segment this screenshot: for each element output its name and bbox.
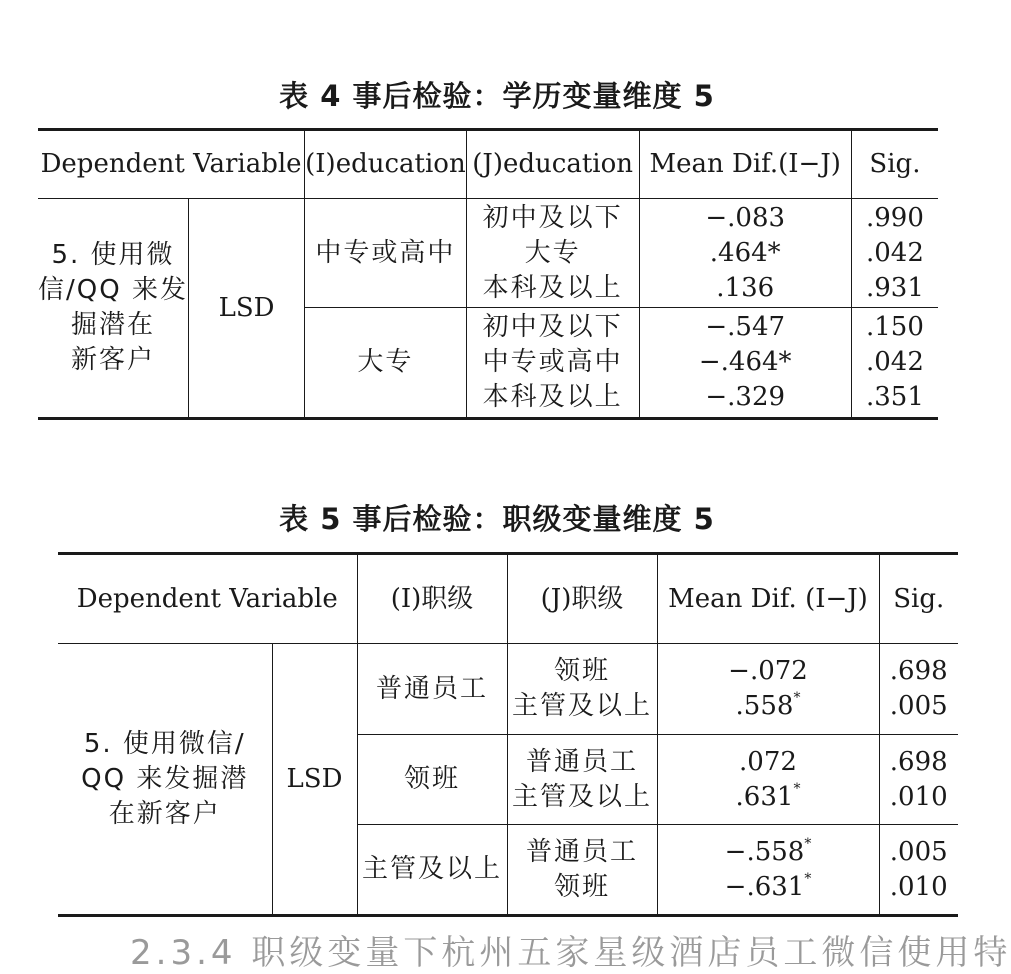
j-values-cell: 普通员工 主管及以上 [507, 735, 657, 825]
table4-header-row [38, 130, 938, 199]
sig-values-cell: .150 .042 .351 [851, 308, 938, 419]
method-cell: LSD [272, 644, 357, 916]
i-group-cell: 领班 [357, 735, 507, 825]
i-group-cell: 大专 [305, 308, 467, 419]
dependent-variable-cell: 5. 使用微 信/QQ 来发 掘潜在 新客户 [38, 240, 188, 375]
header-mean-difference: Mean Dif. (I−J) [657, 554, 879, 644]
method-cell: LSD [188, 199, 304, 419]
table-row [38, 199, 938, 308]
i-group-cell: 中专或高中 [305, 199, 467, 308]
mean-values-cell: .072 .631* [657, 735, 879, 825]
next-section-heading-cutoff: 2.3.4 职级变量下杭州五家星级酒店员工微信使用特 [130, 933, 1011, 973]
header-j-education: (J)education [466, 130, 639, 199]
mean-values-cell: −.083 .464* .136 [639, 199, 851, 308]
table4-title: 表 4 事后检验：学历变量维度 5 [279, 79, 715, 113]
table4 [38, 128, 938, 420]
sig-values-cell: .698 .005 [879, 644, 958, 735]
header-sig: Sig. [851, 130, 938, 199]
j-values-cell: 初中及以下 大专 本科及以上 [466, 199, 639, 308]
header-i-education: (I)education [305, 130, 467, 199]
j-values-cell: 领班 主管及以上 [507, 644, 657, 735]
sig-values-cell: .990 .042 .931 [851, 199, 938, 308]
header-i-rank: (I)职级 [357, 554, 507, 644]
j-values-cell: 普通员工 领班 [507, 825, 657, 916]
header-mean-difference: Mean Dif.(I−J) [639, 130, 851, 199]
table5-header-row [58, 554, 958, 644]
mean-values-cell: −.558* −.631* [657, 825, 879, 916]
table5 [58, 552, 958, 917]
mean-values-cell: −.072 .558* [657, 644, 879, 735]
header-dependent-variable: Dependent Variable [58, 554, 357, 644]
mean-values-cell: −.547 −.464* −.329 [639, 308, 851, 419]
sig-values-cell: .005 .010 [879, 825, 958, 916]
header-j-rank: (J)职级 [507, 554, 657, 644]
dependent-variable-cell: 5. 使用微信/ QQ 来发掘潜 在新客户 [81, 728, 249, 829]
header-dependent-variable: Dependent Variable [38, 130, 305, 199]
table-row [58, 644, 958, 735]
j-values-cell: 初中及以下 中专或高中 本科及以上 [466, 308, 639, 419]
i-group-cell: 主管及以上 [357, 825, 507, 916]
table5-title: 表 5 事后检验：职级变量维度 5 [279, 502, 715, 536]
header-sig: Sig. [879, 554, 958, 644]
i-group-cell: 普通员工 [357, 644, 507, 735]
sig-values-cell: .698 .010 [879, 735, 958, 825]
